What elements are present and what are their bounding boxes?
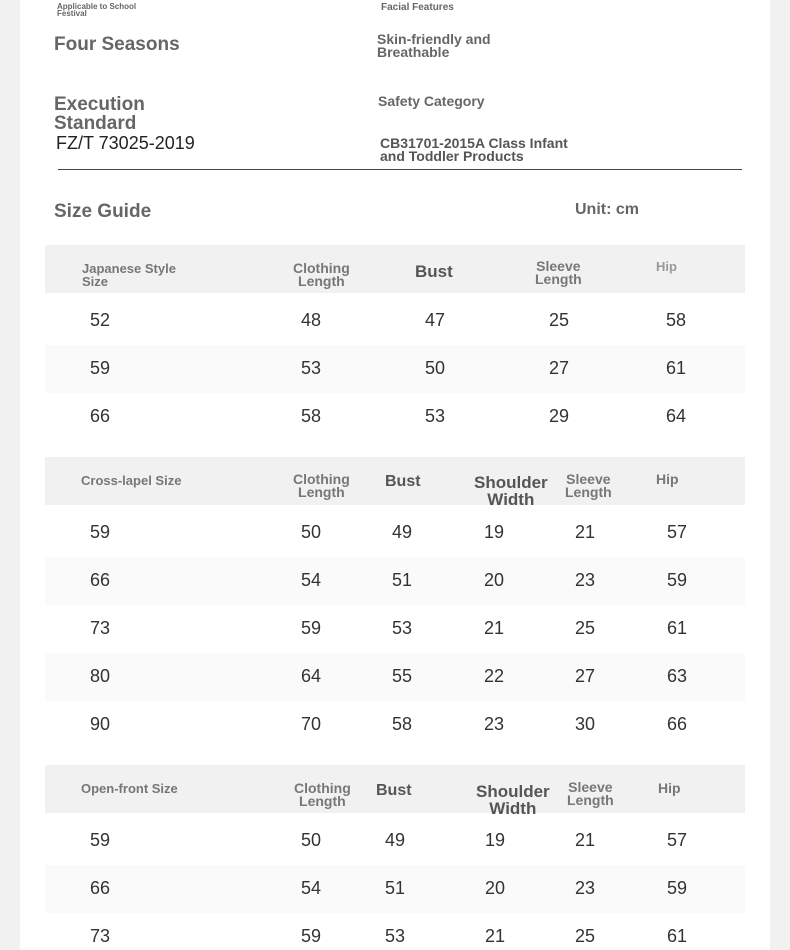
table-header-cell: Bust — [385, 473, 421, 490]
safety-category-label: Safety Category — [378, 93, 485, 109]
table-cell: 53 — [424, 406, 446, 426]
table-cell: 25 — [574, 926, 596, 946]
table-cell: 58 — [665, 310, 687, 330]
table-header-cell: Clothing Length — [294, 780, 351, 809]
table-cell: 59 — [89, 358, 111, 378]
table-cell: 22 — [483, 666, 505, 686]
table-cell: 23 — [483, 714, 505, 734]
table-cell: 29 — [548, 406, 570, 426]
table-cell: 21 — [574, 522, 596, 542]
table-cell: 59 — [300, 618, 322, 638]
table-header-cell: Japanese Style Size — [82, 261, 176, 289]
size-guide-title: Size Guide — [54, 201, 152, 222]
table-cell: 66 — [666, 714, 688, 734]
table-cell: 19 — [484, 830, 506, 850]
table-cell: 20 — [483, 570, 505, 590]
table-cell: 21 — [574, 830, 596, 850]
table-header-cell: Sleeve Length — [535, 258, 582, 287]
table-cell: 73 — [89, 926, 111, 946]
table-cell: 52 — [89, 310, 111, 330]
table-cell: 53 — [384, 926, 406, 946]
table-cell: 80 — [89, 666, 111, 686]
table-header-cell: Hip — [658, 780, 681, 796]
table-cell: 25 — [574, 618, 596, 638]
safety-category-value: CB31701-2015A Class Infant and Toddler Products — [380, 135, 568, 164]
table-cell: 59 — [89, 522, 111, 542]
table-cell: 27 — [548, 358, 570, 378]
table-cell: 23 — [574, 878, 596, 898]
table-cell: 50 — [424, 358, 446, 378]
execution-standard-value: FZ/T 73025-2019 — [56, 133, 195, 153]
table-cell: 48 — [300, 310, 322, 330]
table-cell: 59 — [666, 878, 688, 898]
table-cell: 47 — [424, 310, 446, 330]
table-header-cell: Cross-lapel Size — [81, 473, 182, 488]
table-cell: 49 — [384, 830, 406, 850]
table-header-cell: Hip — [656, 471, 679, 487]
table-cell: 59 — [666, 570, 688, 590]
table-cell: 61 — [666, 618, 688, 638]
table-cell: 58 — [300, 406, 322, 426]
table-cell: 59 — [300, 926, 322, 946]
table-header-cell: Clothing Length — [293, 471, 350, 500]
facial-features-label: Facial Features — [381, 2, 454, 13]
table-cell: 23 — [574, 570, 596, 590]
table-cell: 50 — [300, 522, 322, 542]
table-header-cell: Sleeve Length — [565, 471, 612, 500]
table-header-cell: Clothing Length — [293, 260, 350, 289]
table-header-cell: Shoulder Width — [476, 782, 550, 818]
table-cell: 51 — [384, 878, 406, 898]
table-cell: 30 — [574, 714, 596, 734]
season-value: Four Seasons — [54, 34, 180, 55]
table-header-cell: Bust — [376, 782, 412, 799]
table-cell: 58 — [391, 714, 413, 734]
table-cell: 25 — [548, 310, 570, 330]
table-cell: 70 — [300, 714, 322, 734]
table-row — [45, 345, 745, 393]
table-header-cell: Open-front Size — [81, 781, 178, 796]
table-cell: 63 — [666, 666, 688, 686]
table-cell: 57 — [666, 830, 688, 850]
table-cell: 66 — [89, 406, 111, 426]
table-cell: 21 — [484, 926, 506, 946]
table-cell: 59 — [89, 830, 111, 850]
table-cell: 53 — [391, 618, 413, 638]
table-cell: 64 — [300, 666, 322, 686]
table-cell: 73 — [89, 618, 111, 638]
table-cell: 21 — [483, 618, 505, 638]
table-cell: 50 — [300, 830, 322, 850]
table-cell: 66 — [89, 878, 111, 898]
table-cell: 51 — [391, 570, 413, 590]
unit-label: Unit: cm — [575, 201, 639, 218]
table-cell: 61 — [666, 926, 688, 946]
applicable-label: Applicable to School Festival — [57, 2, 137, 18]
table-cell: 19 — [483, 522, 505, 542]
table-cell: 55 — [391, 666, 413, 686]
table-cell: 66 — [89, 570, 111, 590]
table-cell: 90 — [89, 714, 111, 734]
table-header-cell: Hip — [656, 259, 677, 274]
execution-standard-label: Execution Standard — [54, 94, 145, 134]
table-cell: 54 — [300, 878, 322, 898]
table-cell: 53 — [300, 358, 322, 378]
table-cell: 20 — [484, 878, 506, 898]
table-header-cell: Sleeve Length — [567, 779, 614, 808]
table-header-cell: Bust — [415, 262, 453, 281]
table-cell: 54 — [300, 570, 322, 590]
table-cell: 61 — [665, 358, 687, 378]
skin-value: Skin-friendly and Breathable — [377, 31, 491, 60]
table-cell: 64 — [665, 406, 687, 426]
table-cell: 27 — [574, 666, 596, 686]
table-header-cell: Shoulder Width — [474, 473, 548, 509]
table-cell: 49 — [391, 522, 413, 542]
divider — [58, 169, 742, 170]
table-cell: 57 — [666, 522, 688, 542]
